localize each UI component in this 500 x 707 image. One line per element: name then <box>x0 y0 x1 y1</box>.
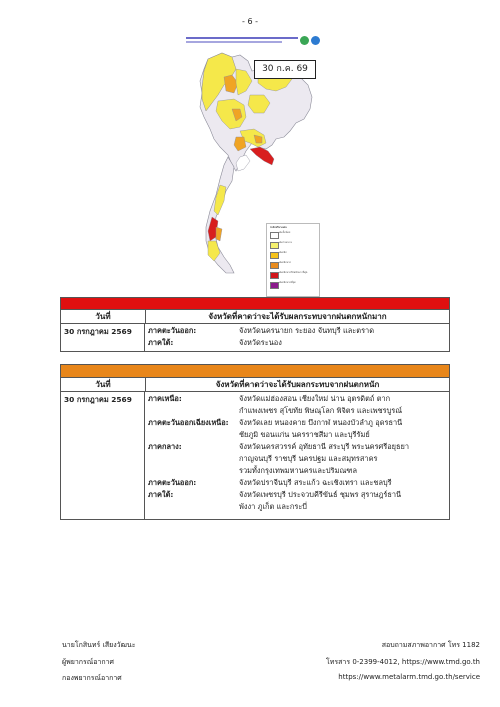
table-date-cell: 30 กรกฎาคม 2569 <box>61 324 145 351</box>
table-row <box>145 337 449 349</box>
map-header <box>180 33 328 53</box>
table-row <box>145 393 449 417</box>
region-label: ภาคใต้: <box>148 338 174 347</box>
map-title-line <box>186 37 298 39</box>
table-color-bar <box>61 298 449 309</box>
legend-swatch <box>270 242 279 249</box>
province-line: พังงา ภูเก็ต และกระบี่ <box>239 502 307 511</box>
legend-item <box>270 252 316 259</box>
region-label: ภาคตะวันออก: <box>148 326 197 335</box>
legend-label: ฝนหนักมาก <box>279 261 292 264</box>
province-line: กำแพงเพชร สุโขทัย พิษณุโลก พิจิตร และเพชรบูรณ์ <box>239 406 403 415</box>
map-red-east <box>250 147 274 165</box>
forecaster-name: นายโกสินทร์ เสียงวัฒนะ <box>62 641 136 649</box>
legend-label: ฝนหนักมากที่สุด <box>279 281 296 284</box>
legend-swatch <box>270 272 279 279</box>
table-row <box>145 417 449 441</box>
province-line: จังหวัดเพชรบุรี ประจวบคีรีขันธ์ ชุมพร สุราษฎร์ธานี <box>239 490 402 499</box>
province-line: รวมทั้งกรุงเทพมหานครและปริมณฑล <box>239 466 357 475</box>
col-date-header: วันที่ <box>61 378 146 391</box>
heavy-rain-table <box>60 364 450 520</box>
region-label: ภาคเหนือ: <box>148 394 182 403</box>
region-label: ภาคกลาง: <box>148 442 182 451</box>
legend-item <box>270 242 316 249</box>
legend-item <box>270 262 316 269</box>
legend-label: ฝนเล็กน้อย <box>279 231 291 234</box>
region-label: ภาคตะวันออกเฉียงเหนือ: <box>148 418 229 427</box>
map-date-badge: 30 ก.ค. 69 <box>254 60 316 79</box>
col-date-header: วันที่ <box>61 310 146 323</box>
province-list <box>239 477 449 489</box>
legend-item <box>270 272 316 279</box>
map-orange-south <box>216 227 222 241</box>
region-label: ภาคใต้: <box>148 490 174 499</box>
province-line: จังหวัดปราจีนบุรี สระแก้ว ฉะเชิงเทรา และชลบุรี <box>239 478 392 487</box>
table-row <box>145 325 449 337</box>
col-title-header: จังหวัดที่คาดว่าจะได้รับผลกระทบจากฝนตกหนักมาก <box>208 312 387 321</box>
contact-phone: สอบถามสภาพอากาศ โทร 1182 <box>381 641 480 649</box>
contact-fax-website[interactable]: โทรสาร 0-2399-4012, https://www.tmd.go.th <box>326 658 480 666</box>
page-number: - 6 - <box>242 17 258 26</box>
legend-label: ฝนหนัก <box>279 251 287 254</box>
province-line: ชัยภูมิ ขอนแก่น นครราชสีมา และบุรีรัมย์ <box>239 430 370 439</box>
legend-swatch <box>270 262 279 269</box>
forecaster-division: กองพยากรณ์อากาศ <box>62 674 122 682</box>
col-title-header: จังหวัดที่คาดว่าจะได้รับผลกระทบจากฝนตกหนัก <box>215 380 380 389</box>
table-date-cell: 30 กรกฎาคม 2569 <box>61 392 145 519</box>
province-list: จังหวัดนครนายก ระยอง จันทบุรี และตราด <box>239 326 374 335</box>
province-line: จังหวัดแม่ฮ่องสอน เชียงใหม่ น่าน อุตรดิตถ์ ตาก <box>239 394 391 403</box>
province-line: จังหวัดนครสวรรค์ อุทัยธานี สระบุรี พระนครศรีอยุธยา <box>239 442 409 451</box>
map-subtitle-line <box>186 41 282 43</box>
province-list <box>239 417 449 441</box>
tmd-logo-icon <box>300 36 309 45</box>
rainfall-map-figure <box>180 33 328 284</box>
table-row <box>145 441 449 477</box>
province-line: จังหวัดเลย หนองคาย บึงกาฬ หนองบัวลำภู อุดรธานี <box>239 418 403 427</box>
table-body <box>61 392 449 519</box>
legend-item <box>270 282 316 289</box>
table-row <box>145 477 449 489</box>
agency-logo-icon <box>311 36 320 45</box>
table-regions-cell <box>145 324 449 351</box>
legend-label: ฝนปานกลาง <box>279 241 292 244</box>
legend-title: ระดับปริมาณฝน <box>270 226 287 229</box>
map-yellow-south <box>214 185 226 215</box>
legend-swatch <box>270 282 279 289</box>
forecaster-title: ผู้พยากรณ์อากาศ <box>62 658 114 666</box>
table-color-bar <box>61 365 449 377</box>
province-list <box>239 489 449 513</box>
province-list <box>239 393 449 417</box>
legend-label: ฝนหนักมากถึงหนักมากที่สุด <box>279 271 308 274</box>
table-header <box>61 309 449 324</box>
map-legend <box>266 223 320 297</box>
table-regions-cell <box>145 392 449 519</box>
service-url-link[interactable]: https://www.metalarm.tmd.go.th/service <box>338 673 480 681</box>
region-label: ภาคตะวันออก: <box>148 478 197 487</box>
table-body <box>61 324 449 351</box>
legend-swatch <box>270 232 279 239</box>
legend-item <box>270 232 316 239</box>
table-header <box>61 377 449 392</box>
legend-swatch <box>270 252 279 259</box>
province-list <box>239 441 449 477</box>
province-line: กาญจนบุรี ราชบุรี นครปฐม และสมุทรสาคร <box>239 454 378 463</box>
province-list: จังหวัดระนอง <box>239 338 282 347</box>
table-row <box>145 489 449 513</box>
very-heavy-rain-table <box>60 297 450 352</box>
